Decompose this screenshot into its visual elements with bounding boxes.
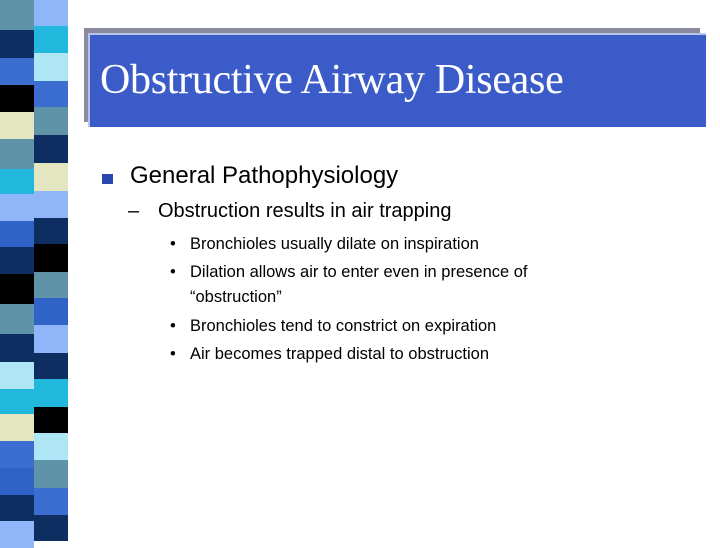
left-stripe-block: [0, 139, 34, 169]
left-stripe-block: [0, 112, 34, 139]
bullet-dot-icon: •: [170, 317, 176, 335]
right-stripe-block: [34, 135, 68, 163]
left-stripe-block: [0, 0, 34, 30]
right-stripe-block: [34, 433, 68, 460]
left-stripe-block: [0, 274, 34, 304]
square-bullet-icon: [102, 174, 113, 184]
right-stripe-block: [34, 325, 68, 353]
left-stripe-block: [0, 58, 34, 85]
bullet-dot-icon: •: [170, 263, 176, 281]
sub-bullet-text: “obstruction”: [190, 288, 282, 306]
right-stripe-block: [34, 353, 68, 379]
bullet-dot-icon: •: [170, 345, 176, 363]
sub-bullet-text: Air becomes trapped distal to obstruction: [190, 345, 489, 363]
dash-marker: –: [128, 200, 140, 222]
left-stripe-block: [0, 221, 34, 247]
left-stripe-block: [0, 468, 34, 495]
slide-title: Obstructive Airway Disease: [100, 57, 564, 103]
right-stripe-block: [34, 218, 68, 244]
right-stripe-block: [34, 53, 68, 81]
left-stripe-block: [0, 85, 34, 112]
bullet-dot-icon: •: [170, 235, 176, 253]
right-stripe-block: [34, 244, 68, 272]
sub-bullet-text: Bronchioles tend to constrict on expiration: [190, 317, 497, 335]
left-stripe-block: [0, 194, 34, 221]
right-stripe-block: [34, 379, 68, 407]
left-stripe-block: [0, 304, 34, 334]
left-stripe-block: [0, 362, 34, 389]
right-stripe-block: [34, 26, 68, 53]
right-stripe-block: [34, 0, 68, 26]
right-stripe-block: [34, 163, 68, 191]
left-stripe-block: [0, 441, 34, 468]
right-stripe-block: [34, 407, 68, 433]
left-stripe-block: [0, 247, 34, 274]
left-stripe-block: [0, 389, 34, 414]
left-stripe-block: [0, 169, 34, 194]
decorative-stripe-bar: [0, 0, 68, 540]
right-stripe-block: [34, 298, 68, 325]
sub-bullet-text: Bronchioles usually dilate on inspiration: [190, 235, 479, 253]
right-stripe-block: [34, 515, 68, 541]
bullet-level1-text: General Pathophysiology: [130, 162, 399, 189]
right-stripe-block: [34, 272, 68, 298]
bullet-level2-text: Obstruction results in air trapping: [158, 200, 452, 222]
right-stripe-block: [34, 81, 68, 107]
right-stripe-block: [34, 460, 68, 488]
left-stripe-block: [0, 334, 34, 362]
right-stripe-block: [34, 107, 68, 135]
left-stripe-block: [0, 495, 34, 521]
right-stripe-block: [34, 191, 68, 218]
left-stripe-block: [0, 30, 34, 58]
left-stripe-block: [0, 414, 34, 441]
sub-bullet-text: Dilation allows air to enter even in presence of: [190, 263, 528, 281]
right-stripe-block: [34, 488, 68, 515]
left-stripe-block: [0, 521, 34, 548]
